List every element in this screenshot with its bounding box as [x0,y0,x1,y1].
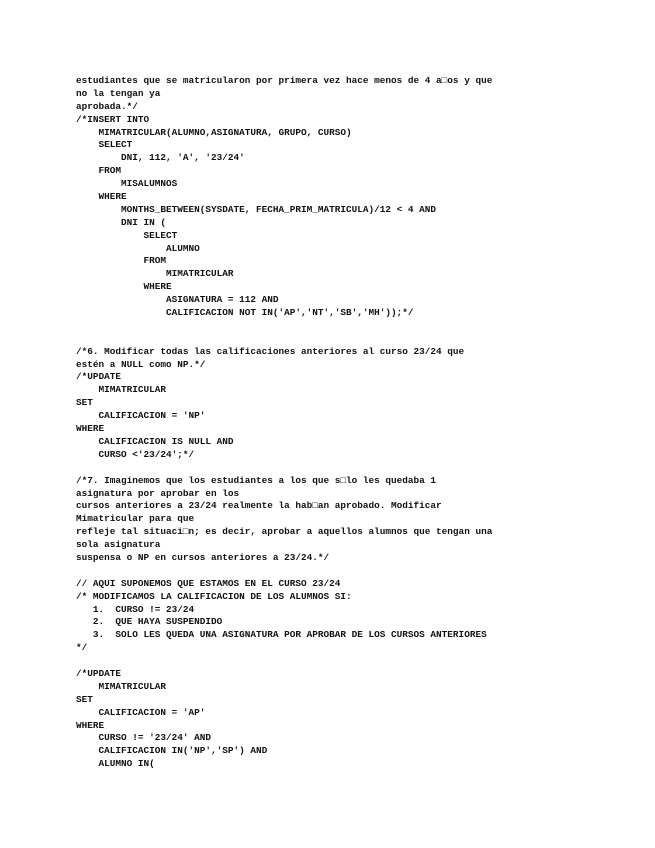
text-line: SELECT [76,139,133,151]
text-line: WHERE [76,191,127,203]
text-line: FROM [76,165,122,177]
text-line: aprobada.*/ [76,100,138,112]
text-line: MIMATRICULAR [76,680,167,692]
text-line: MONTHS_BETWEEN(SYSDATE, FECHA_PRIM_MATRICULA)/12 < 4 AND [76,203,437,215]
text-line: /*6. Modificar todas las calificaciones anteriores al curso 23/24 que [76,345,465,357]
text-line: MIMATRICULAR(ALUMNO,ASIGNATURA, GRUPO, CURSO) [76,126,352,138]
text-line: WHERE [76,423,105,435]
text-line: /* MODIFICAMOS LA CALIFICACION DE LOS ALUMNOS SI: [76,590,352,602]
text-line [76,320,646,333]
text-line: CURSO != '23/24' AND [76,732,212,744]
text-line: /*7. Imaginemos que los estudiantes a los que s□lo les quedaba 1 [76,474,437,486]
text-line: 1. CURSO != 23/24 [76,603,195,615]
text-line [76,333,646,346]
text-line: SET [76,397,93,409]
text-line: ALUMNO [76,242,200,254]
text-line: CALIFICACION IS NULL AND [76,435,234,447]
text-line: estén a NULL como NP.*/ [76,358,206,370]
text-line [76,655,646,668]
text-line: */ [76,642,88,654]
text-line: Mimatricular para que [76,513,195,525]
text-line: MIMATRICULAR [76,384,167,396]
text-line: /*UPDATE [76,371,122,383]
text-line: CALIFICACION IN('NP','SP') AND [76,745,268,757]
text-line: SELECT [76,229,178,241]
text-line: CALIFICACION = 'AP' [76,706,206,718]
text-line: sola asignatura [76,539,161,551]
text-line: refleje tal situaci□n; es decir, aprobar a aquellos alumnos que tengan una [76,526,493,538]
text-line: CALIFICACION NOT IN('AP','NT','SB','MH'));*/ [76,307,414,319]
text-line: /*INSERT INTO [76,113,150,125]
text-line: // AQUI SUPONEMOS QUE ESTAMOS EN EL CURSO 23/24 [76,577,341,589]
text-line: 2. QUE HAYA SUSPENDIDO [76,616,223,628]
text-line: MIMATRICULAR [76,268,234,280]
text-line: no la tengan ya [76,87,161,99]
text-line: WHERE [76,281,172,293]
text-line: CURSO <'23/24';*/ [76,448,195,460]
text-line: ALUMNO IN( [76,758,155,770]
text-line [76,462,646,475]
text-line: MISALUMNOS [76,178,178,190]
document-page [76,75,646,771]
text-line: suspensa o NP en cursos anteriores a 23/24.*/ [76,551,330,563]
text-line: DNI IN ( [76,216,167,228]
text-line: ASIGNATURA = 112 AND [76,294,279,306]
text-line: 3. SOLO LES QUEDA UNA ASIGNATURA POR APROBAR DE LOS CURSOS ANTERIORES [76,629,487,641]
text-line: DNI, 112, 'A', '23/24' [76,152,245,164]
text-line: SET [76,693,93,705]
text-line: asignatura por aprobar en los [76,487,240,499]
text-line [76,565,646,578]
text-line: FROM [76,255,167,267]
text-line: estudiantes que se matricularon por primera vez hace menos de 4 a□os y que [76,75,493,86]
text-line: CALIFICACION = 'NP' [76,410,206,422]
text-line: /*UPDATE [76,667,122,679]
text-line: cursos anteriores a 23/24 realmente la hab□an aprobado. Modificar [76,500,442,512]
text-line: WHERE [76,719,105,731]
